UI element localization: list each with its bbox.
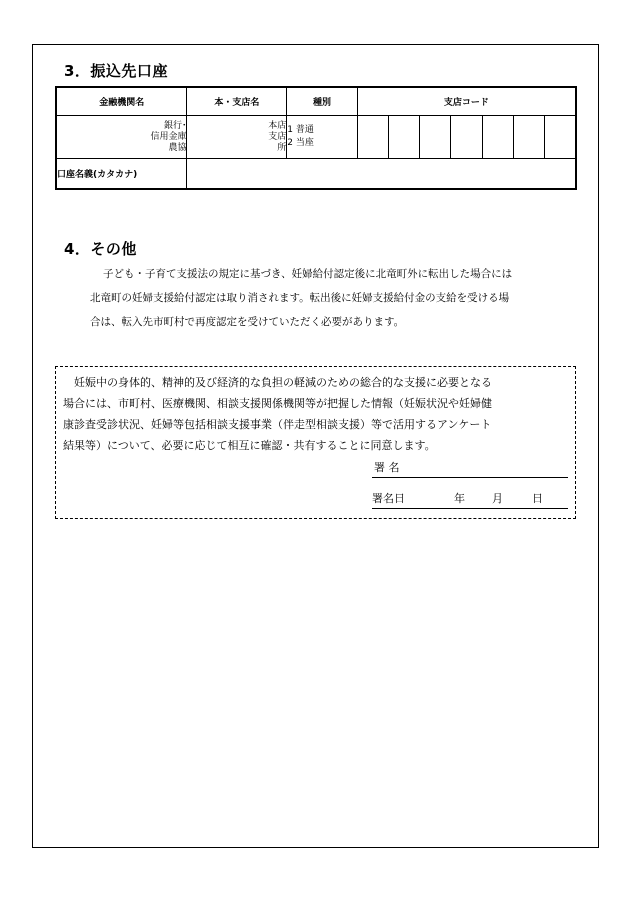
branch-header: 本・支店名 [187, 87, 287, 116]
account-name-field[interactable] [187, 159, 576, 189]
institution-type-agri-coop: 農協 [168, 142, 187, 153]
consent-line-1: 妊娠中の身体的、精神的及び経済的な負担の軽減のための総合的な支援に必要となる [74, 376, 492, 389]
branch-code-digit-1[interactable] [357, 116, 388, 159]
day-label: 日 [532, 492, 543, 505]
account-type-ordinary: 1 普通 [287, 125, 314, 135]
month-label: 月 [492, 492, 503, 505]
account-name-row [56, 159, 576, 189]
institution-type-bank: 銀行･ [163, 120, 187, 131]
institution-type-credit-union: 信用金庫 [150, 131, 187, 142]
branch-code-digit-3[interactable] [420, 116, 451, 159]
section4-paragraph [90, 262, 580, 334]
signature-field[interactable] [372, 459, 568, 478]
branch-code-digit-6[interactable] [513, 116, 544, 159]
institution-header: 金融機関名 [56, 87, 187, 116]
year-label: 年 [454, 492, 465, 505]
account-type-header: 種別 [287, 87, 358, 116]
branch-type-branch: 支店 [268, 131, 287, 142]
branch-code-digit-7[interactable] [545, 116, 576, 159]
branch-code-digit-2[interactable] [389, 116, 420, 159]
section4-line-1: 子ども・子育て支援法の規定に基づき、妊婦給付認定後に北竜町外に転出した場合には [103, 268, 513, 280]
signature-date-field[interactable] [372, 490, 568, 509]
account-type-current: 2 当座 [287, 138, 314, 148]
signature-label: 署 名 [374, 461, 400, 474]
account-type-field[interactable] [287, 116, 358, 159]
bank-table-header-row [56, 87, 576, 116]
branch-code-header: 支店コード [357, 87, 576, 116]
section3-heading: 3．振込先口座 [64, 62, 168, 80]
branch-type-head-office: 本店 [268, 120, 287, 131]
branch-name-field[interactable] [187, 116, 287, 159]
branch-code-digit-5[interactable] [482, 116, 513, 159]
institution-name-field[interactable] [56, 116, 187, 159]
consent-line-4: 結果等）について、必要に応じて相互に確認・共有することに同意します。 [63, 439, 436, 452]
account-name-label: 口座名義(カタカナ) [56, 159, 187, 189]
branch-type-office: 所 [277, 142, 287, 153]
section4-heading: 4．その他 [64, 240, 137, 258]
consent-statement [63, 372, 573, 456]
bank-table-input-row [56, 116, 576, 159]
bank-account-table [55, 86, 577, 190]
consent-line-3: 康診査受診状況、妊婦等包括相談支援事業（伴走型相談支援）等で活用するアンケート [63, 418, 492, 431]
section4-line-3: 合は、転入先市町村で再度認定を受けていただく必要があります。 [90, 316, 405, 328]
consent-box [55, 366, 576, 519]
branch-code-digit-4[interactable] [451, 116, 482, 159]
signature-date-label: 署名日 [372, 492, 405, 505]
section4-line-2: 北竜町の妊婦支援給付認定は取り消されます。転出後に妊婦支援給付金の支給を受ける場 [90, 292, 510, 304]
consent-line-2: 場合には、市町村、医療機関、相談支援関係機関等が把握した情報（妊娠状況や妊婦健 [63, 397, 492, 410]
